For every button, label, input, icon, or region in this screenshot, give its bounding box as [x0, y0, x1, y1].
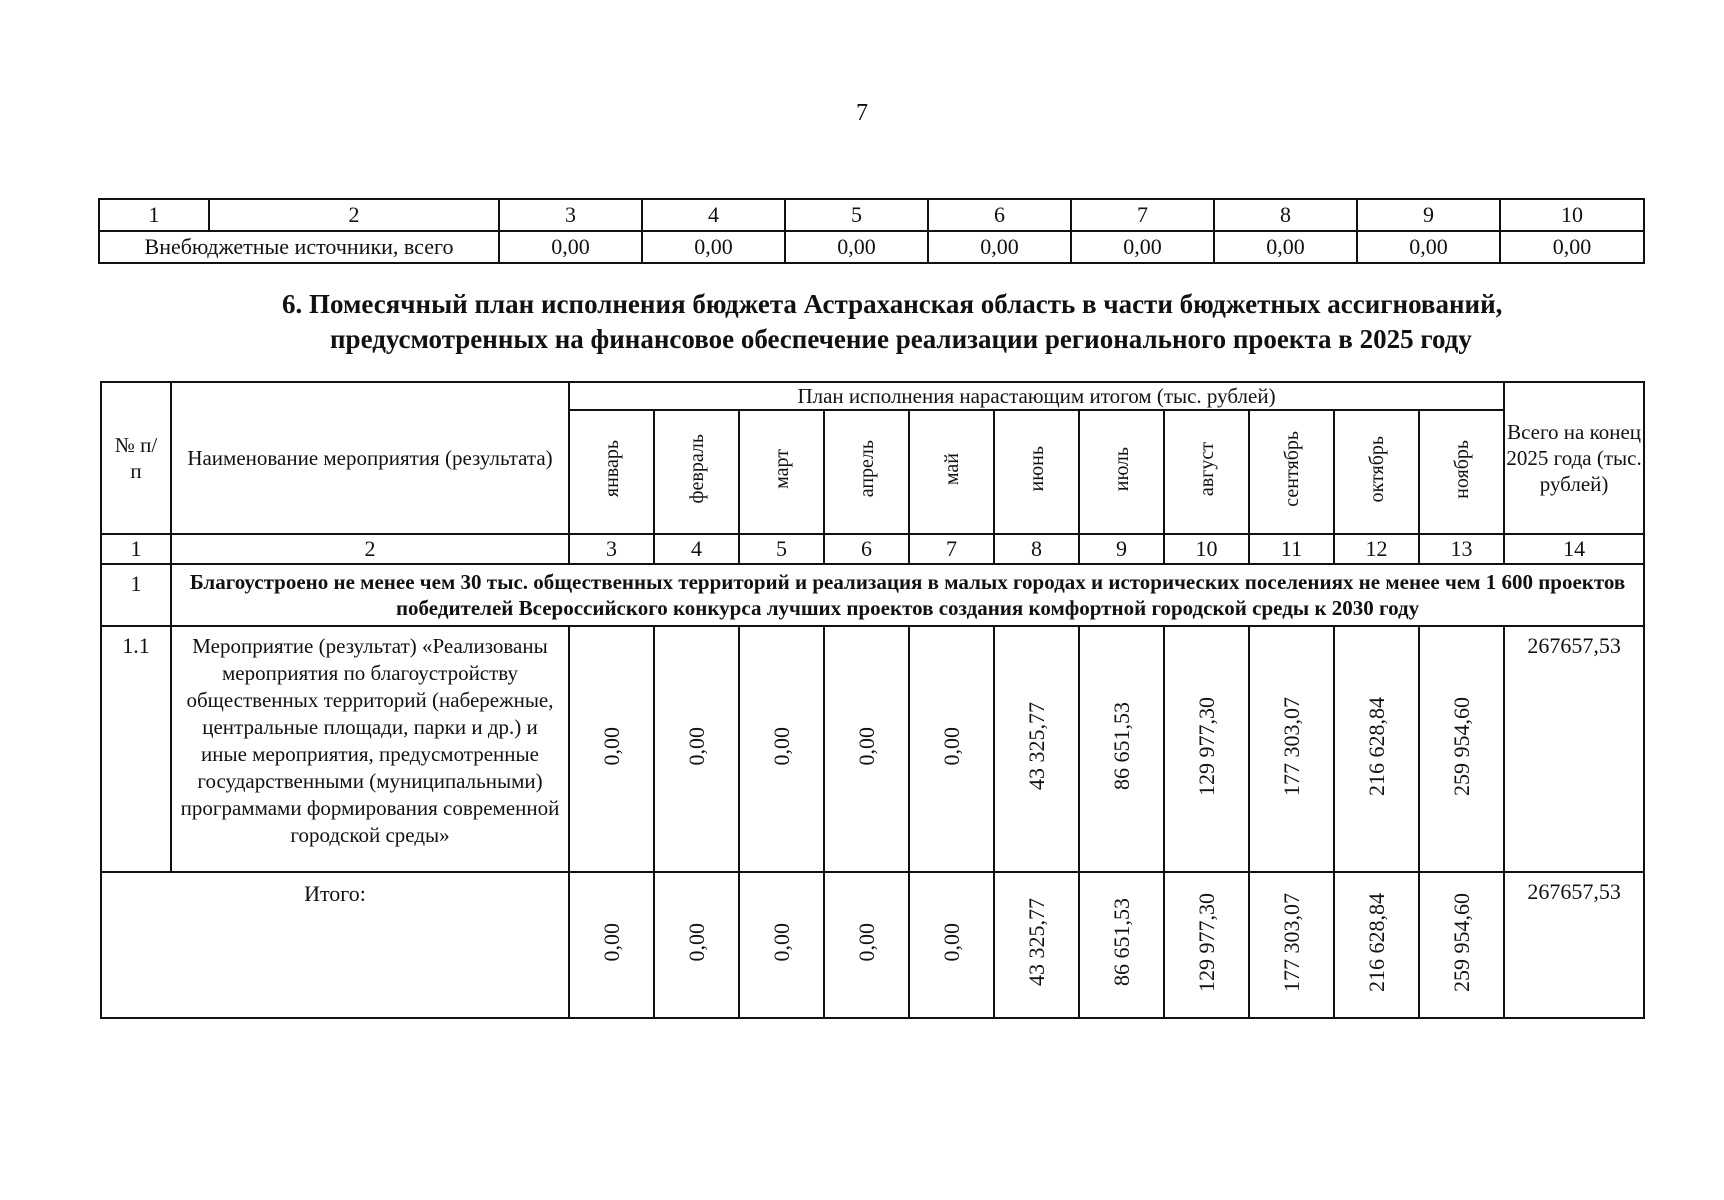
item-name: Мероприятие (результат) «Реализованы мероприятия по благоустройству общественных территорий (набережные, центральные площади, парки и др.) и иные мероприятия, предусмотренные государственными (муниципальными) программами формирования современной городской среды»: [171, 626, 569, 872]
column-number: 7: [1071, 199, 1214, 231]
month-header: [909, 410, 994, 534]
month-header: [824, 410, 909, 534]
column-number: 5: [785, 199, 928, 231]
value-text: 129 977,30: [1193, 892, 1219, 992]
value-cell: [1334, 626, 1419, 872]
value-cell: [909, 872, 994, 1018]
column-number: 2: [171, 534, 569, 564]
value-text: 86 651,53: [1108, 898, 1134, 986]
column-number: 9: [1079, 534, 1164, 564]
month-header: [1334, 410, 1419, 534]
value-cell: [1249, 626, 1334, 872]
value-cell: [1334, 872, 1419, 1018]
value-text: 0,00: [598, 726, 624, 766]
header-number: № п/п: [101, 382, 171, 534]
month-label: январь: [600, 440, 623, 498]
month-header: [994, 410, 1079, 534]
value-cell: [654, 872, 739, 1018]
top-table-header-row: [99, 199, 1644, 231]
value-text: 259 954,60: [1448, 892, 1474, 992]
column-number: 4: [642, 199, 785, 231]
value-cell: 0,00: [1357, 231, 1500, 263]
header-name: Наименование мероприятия (результата): [171, 382, 569, 534]
value-text: 129 977,30: [1193, 696, 1219, 796]
column-number: 4: [654, 534, 739, 564]
value-text: 0,00: [938, 726, 964, 766]
header-plan: План исполнения нарастающим итогом (тыс. рублей): [569, 382, 1504, 410]
value-text: 216 628,84: [1363, 892, 1389, 992]
value-cell: 0,00: [928, 231, 1071, 263]
value-text: 0,00: [938, 922, 964, 962]
column-number: 10: [1164, 534, 1249, 564]
column-number: 14: [1504, 534, 1644, 564]
value-text: 0,00: [853, 922, 879, 962]
month-label: ноябрь: [1450, 439, 1473, 499]
value-text: 259 954,60: [1448, 696, 1474, 796]
month-header: [569, 410, 654, 534]
section-title-line-2: предусмотренных на финансовое обеспечение реализации регионального проекта в 2025 году: [330, 324, 1472, 354]
value-cell: 0,00: [642, 231, 785, 263]
extrabudgetary-table: [98, 198, 1645, 264]
value-cell: 0,00: [499, 231, 642, 263]
value-cell: [739, 872, 824, 1018]
month-label: август: [1195, 441, 1218, 497]
value-cell: [1249, 872, 1334, 1018]
value-text: 43 325,77: [1023, 898, 1049, 986]
row-label: Внебюджетные источники, всего: [99, 231, 499, 263]
month-label: май: [940, 452, 963, 486]
value-cell: 0,00: [1071, 231, 1214, 263]
month-label: февраль: [685, 434, 708, 504]
value-text: 0,00: [683, 922, 709, 962]
section-title-line-1: 6. Помесячный план исполнения бюджета Астраханская область в части бюджетных ассигнований,: [282, 289, 1503, 319]
column-number: 1: [99, 199, 209, 231]
value-cell: [1079, 872, 1164, 1018]
month-label: июнь: [1025, 446, 1048, 492]
header-total: Всего на конец 2025 года (тыс. рублей): [1504, 382, 1644, 534]
value-cell: [994, 872, 1079, 1018]
month-header: [1079, 410, 1164, 534]
value-cell: [994, 626, 1079, 872]
value-cell: 0,00: [1214, 231, 1357, 263]
value-text: 177 303,07: [1278, 892, 1304, 992]
header-row-1: [101, 382, 1644, 410]
column-number: 3: [569, 534, 654, 564]
month-label: сентябрь: [1280, 431, 1303, 507]
value-cell: [909, 626, 994, 872]
value-cell: [1164, 626, 1249, 872]
value-cell: [1419, 626, 1504, 872]
value-cell: [654, 626, 739, 872]
item-number: 1.1: [101, 626, 171, 872]
value-text: 177 303,07: [1278, 696, 1304, 796]
month-header: [1249, 410, 1334, 534]
goal-number: 1: [101, 564, 171, 626]
itogo-label: Итого:: [101, 872, 569, 1018]
column-number: 7: [909, 534, 994, 564]
column-number: 9: [1357, 199, 1500, 231]
column-number: 8: [1214, 199, 1357, 231]
value-cell: [1419, 872, 1504, 1018]
month-header: [1164, 410, 1249, 534]
itogo-total: 267657,53: [1504, 872, 1644, 1018]
month-header: [739, 410, 824, 534]
column-number: 2: [209, 199, 499, 231]
column-number: 5: [739, 534, 824, 564]
value-text: 0,00: [853, 726, 879, 766]
column-number: 3: [499, 199, 642, 231]
value-text: 86 651,53: [1108, 702, 1134, 790]
column-number: 8: [994, 534, 1079, 564]
month-header: [654, 410, 739, 534]
extrabudgetary-row: [99, 231, 1644, 263]
section-heading: [0, 287, 1724, 357]
month-header: [1419, 410, 1504, 534]
goal-row: [101, 564, 1644, 626]
value-cell: 0,00: [1500, 231, 1644, 263]
column-number: 6: [928, 199, 1071, 231]
value-cell: [1164, 872, 1249, 1018]
value-cell: [739, 626, 824, 872]
month-label: июль: [1110, 446, 1133, 492]
item-row: [101, 626, 1644, 872]
page-number: 7: [856, 100, 868, 126]
value-text: 43 325,77: [1023, 702, 1049, 790]
value-text: 0,00: [683, 726, 709, 766]
column-numbers-row: [101, 534, 1644, 564]
column-number: 6: [824, 534, 909, 564]
value-cell: [1079, 626, 1164, 872]
itogo-row: [101, 872, 1644, 1018]
value-text: 216 628,84: [1363, 696, 1389, 796]
column-number: 12: [1334, 534, 1419, 564]
value-cell: [824, 626, 909, 872]
column-number: 10: [1500, 199, 1644, 231]
value-text: 0,00: [768, 922, 794, 962]
item-total: 267657,53: [1504, 626, 1644, 872]
value-cell: [824, 872, 909, 1018]
month-label: апрель: [855, 440, 878, 498]
value-text: 0,00: [768, 726, 794, 766]
goal-text: Благоустроено не менее чем 30 тыс. общественных территорий и реализация в малых городах и исторических поселениях не менее чем 1 600 проектов победителей Всероссийского конкурса лучших проектов создания комфортной городской среды к 2030 году: [171, 564, 1644, 626]
monthly-plan-table: [100, 381, 1645, 1019]
month-label: октябрь: [1365, 435, 1388, 503]
column-number: 1: [101, 534, 171, 564]
value-text: 0,00: [598, 922, 624, 962]
value-cell: [569, 626, 654, 872]
value-cell: 0,00: [785, 231, 928, 263]
column-number: 11: [1249, 534, 1334, 564]
value-cell: [569, 872, 654, 1018]
column-number: 13: [1419, 534, 1504, 564]
month-label: март: [770, 449, 793, 489]
